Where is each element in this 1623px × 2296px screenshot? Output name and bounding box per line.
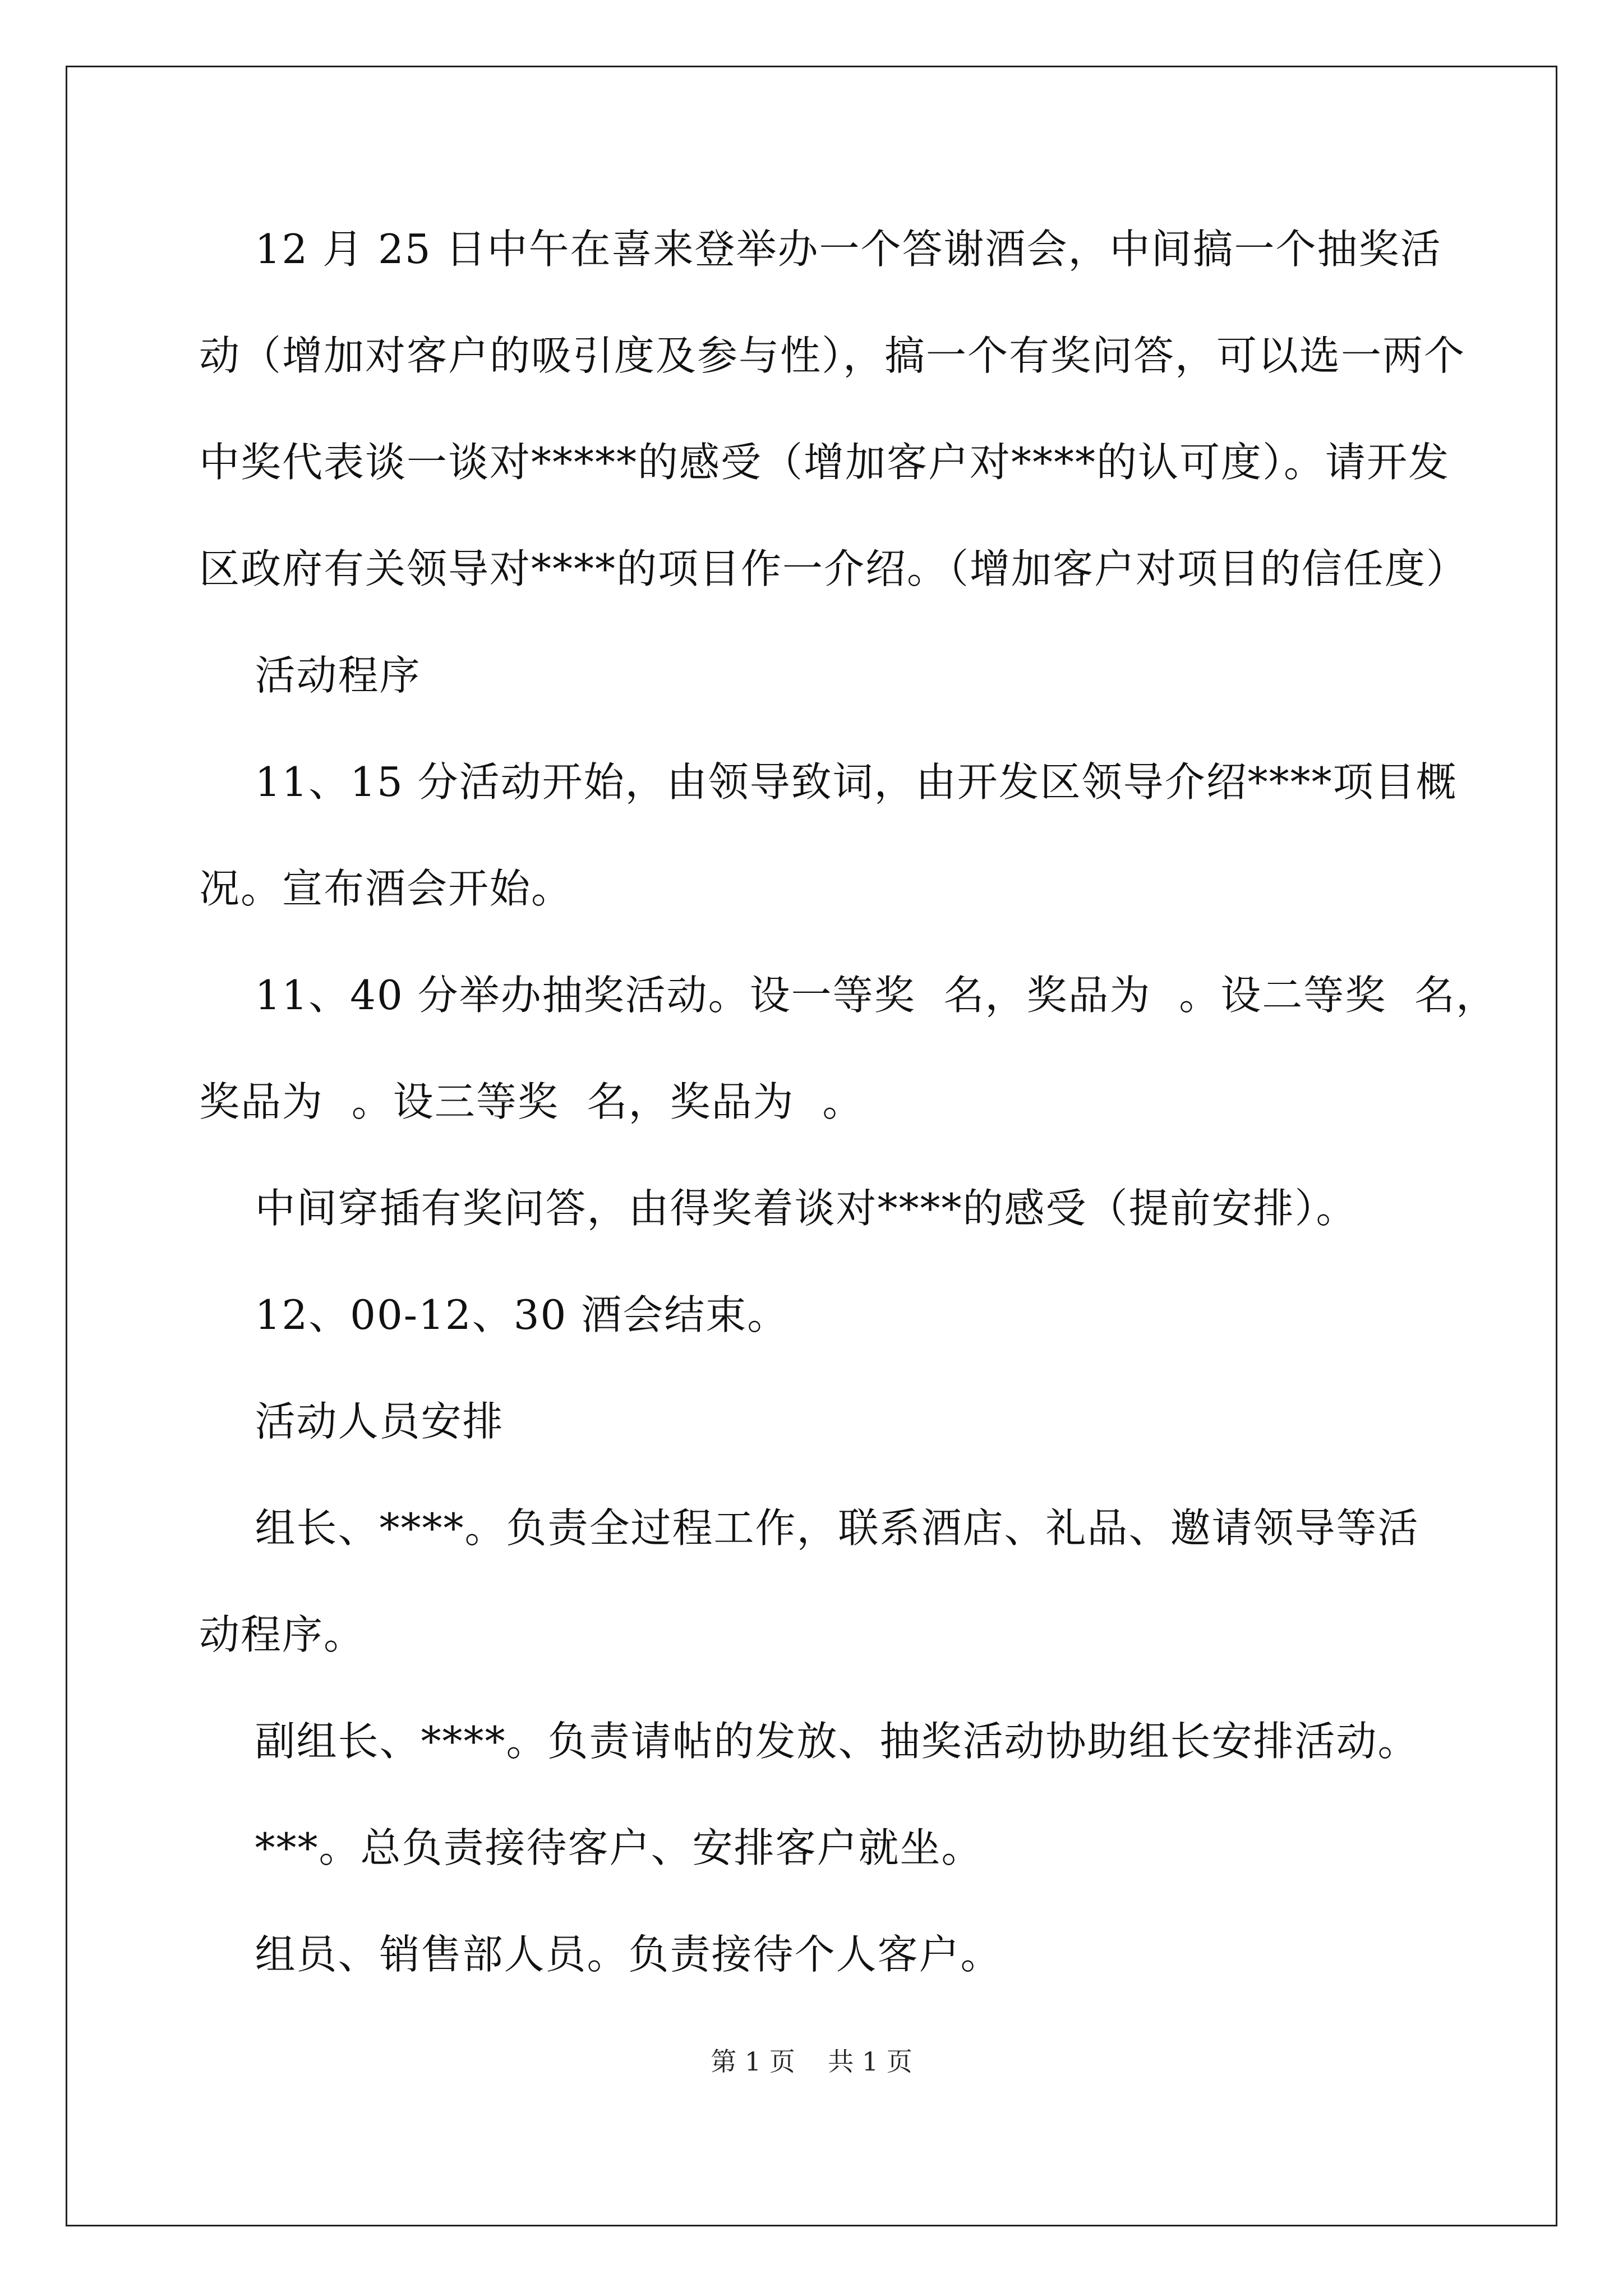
paragraph-line: 11、40 分举办抽奖活动。设一等奖 名，奖品为 。设二等奖 名， (199, 972, 1497, 1019)
paragraph-line: 动（增加对客户的吸引度及参与性），搞一个有奖问答，可以选一两个 (199, 332, 1466, 379)
page-border (66, 66, 1557, 2226)
section-heading: 活动人员安排 (199, 1398, 504, 1445)
paragraph-line: 中奖代表谈一谈对*****的感受（增加客户对****的认可度）。请开发 (199, 439, 1450, 486)
paragraph-line: 组员、销售部人员。负责接待个人客户。 (199, 1931, 1002, 1978)
paragraph-line: 区政府有关领导对****的项目作一介绍。（增加客户对项目的信任度） (199, 545, 1468, 592)
paragraph-line: 11、15 分活动开始，由领导致词，由开发区领导介绍****项目概 (199, 758, 1458, 806)
paragraph-line: 12、00-12、30 酒会结束。 (199, 1291, 789, 1338)
paragraph-line: 副组长、****。负责请帖的发放、抽奖活动协助组长安排活动。 (199, 1718, 1419, 1765)
paragraph-line: 动程序。 (199, 1611, 366, 1658)
section-heading: 活动程序 (199, 652, 421, 699)
page-footer: 第 1 页 共 1 页 (711, 2046, 912, 2077)
paragraph-line: 中间穿插有奖问答，由得奖着谈对****的感受（提前安排）。 (199, 1185, 1358, 1232)
paragraph-line: 况。宣布酒会开始。 (199, 865, 573, 912)
paragraph-line: 奖品为 。设三等奖 名，奖品为 。 (199, 1078, 864, 1125)
paragraph-line: 组长、****。负责全过程工作，联系酒店、礼品、邀请领导等活 (199, 1504, 1419, 1552)
paragraph-line: ***。总负责接待客户、安排客户就坐。 (199, 1824, 983, 1871)
paragraph-line: 12 月 25 日中午在喜来登举办一个答谢酒会，中间搞一个抽奖活 (199, 226, 1442, 273)
